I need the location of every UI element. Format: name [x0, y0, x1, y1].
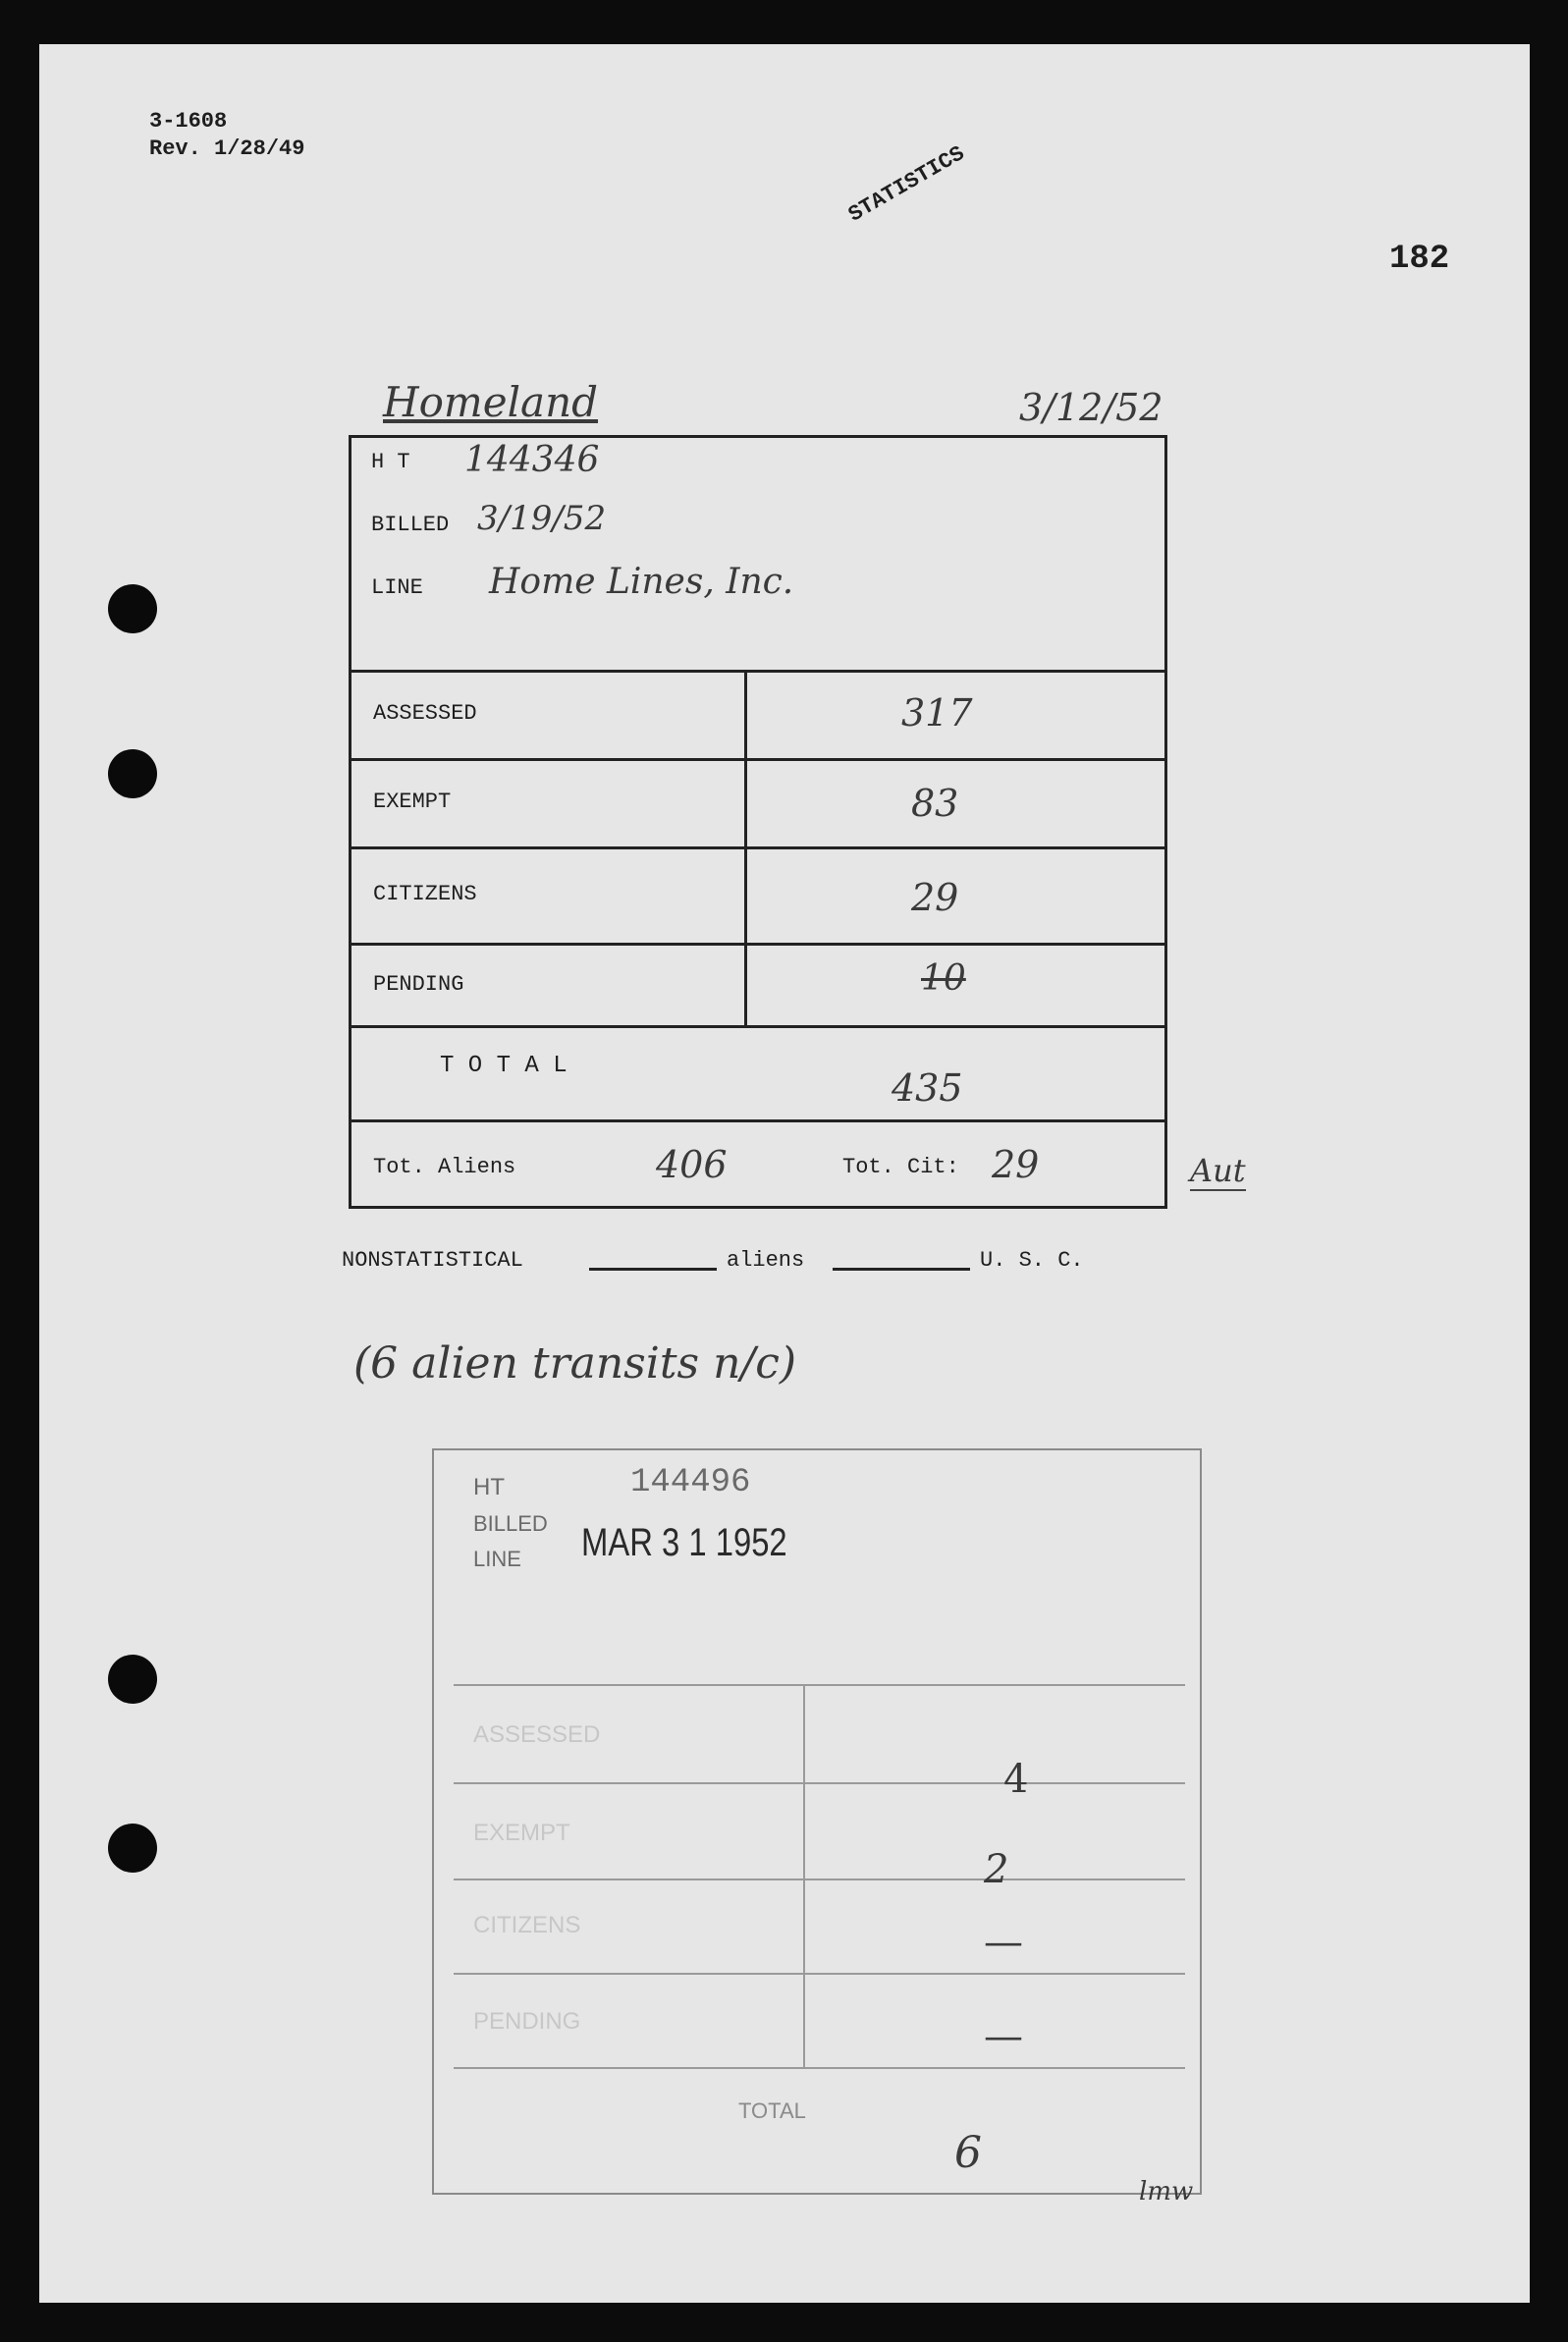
- blank-line: [589, 1268, 717, 1271]
- rule: [351, 846, 1164, 849]
- rule: [351, 1119, 1164, 1122]
- r2-row-label-exempt: EXEMPT: [473, 1820, 570, 1846]
- rule: [351, 670, 1164, 673]
- form-revision: Rev. 1/28/49: [149, 136, 305, 161]
- row-value-exempt: 83: [911, 782, 959, 825]
- r2-billed-label: BILLED: [473, 1511, 548, 1536]
- document-page: [39, 44, 1530, 2303]
- r2-row-value-assessed: 4: [1003, 1757, 1029, 1802]
- ht-label: H T: [371, 450, 410, 474]
- record-date: 3/12/52: [1019, 386, 1163, 429]
- line-value: Home Lines, Inc.: [489, 562, 794, 602]
- rule: [454, 1684, 1185, 1686]
- r2-row-value-exempt: 2: [984, 1847, 1009, 1892]
- tot-aliens-value: 406: [656, 1143, 728, 1186]
- row-value-citizens: 29: [911, 876, 959, 919]
- rule: [351, 758, 1164, 761]
- rule: [454, 1782, 1185, 1784]
- r2-row-label-pending: PENDING: [473, 2008, 581, 2035]
- blank-line: [833, 1268, 970, 1271]
- r2-date-stamp: MAR 3 1 1952: [581, 1521, 787, 1564]
- statistics-stamp: STATISTICS: [844, 140, 969, 228]
- record2-initials: lmw: [1139, 2177, 1194, 2206]
- r2-line-label: LINE: [473, 1547, 521, 1571]
- usc-label: U. S. C.: [980, 1248, 1084, 1273]
- total-value: 435: [892, 1066, 963, 1110]
- tot-cit-label: Tot. Cit:: [842, 1155, 959, 1179]
- column-rule: [744, 670, 747, 1025]
- rule: [454, 1879, 1185, 1880]
- total-label: T O T A L: [440, 1053, 568, 1079]
- tot-aliens-label: Tot. Aliens: [373, 1155, 516, 1179]
- r2-row-value-citizens: —: [984, 1920, 1023, 1965]
- rule: [454, 1973, 1185, 1975]
- punch-hole: [108, 584, 157, 633]
- row-value-pending: 10: [921, 958, 966, 999]
- record1-table: [349, 435, 1167, 1209]
- billed-value: 3/19/52: [477, 499, 607, 538]
- rule: [351, 1025, 1164, 1028]
- page-number: 182: [1389, 241, 1450, 278]
- punch-hole: [108, 1655, 157, 1704]
- line-label: LINE: [371, 575, 423, 600]
- ht-value: 144346: [464, 440, 600, 480]
- rule: [454, 2067, 1185, 2069]
- r2-row-label-citizens: CITIZENS: [473, 1912, 581, 1938]
- record1-initials: Aut: [1190, 1152, 1246, 1189]
- r2-total-label: TOTAL: [738, 2098, 806, 2123]
- r2-row-label-assessed: ASSESSED: [473, 1721, 601, 1748]
- form-number: 3-1608: [149, 109, 228, 134]
- punch-hole: [108, 749, 157, 798]
- row-value-assessed: 317: [901, 691, 973, 735]
- row-label-assessed: ASSESSED: [373, 701, 477, 726]
- r2-ht-value: 144496: [630, 1464, 751, 1501]
- r2-total-value: 6: [954, 2128, 982, 2178]
- punch-hole: [108, 1824, 157, 1873]
- aliens-label: aliens: [727, 1248, 805, 1273]
- row-label-citizens: CITIZENS: [373, 882, 477, 906]
- r2-ht-label: HT: [473, 1474, 505, 1500]
- column-rule: [803, 1684, 805, 2067]
- transit-note: (6 alien transits n/c): [353, 1338, 797, 1389]
- row-label-pending: PENDING: [373, 972, 464, 997]
- nonstatistical-label: NONSTATISTICAL: [342, 1248, 523, 1273]
- rule: [351, 943, 1164, 946]
- tot-cit-value: 29: [992, 1143, 1040, 1186]
- row-label-exempt: EXEMPT: [373, 790, 452, 814]
- vessel-name: Homeland: [383, 378, 599, 426]
- record2-table: [432, 1448, 1202, 2195]
- r2-row-value-pending: —: [984, 2014, 1023, 2059]
- billed-label: BILLED: [371, 513, 450, 537]
